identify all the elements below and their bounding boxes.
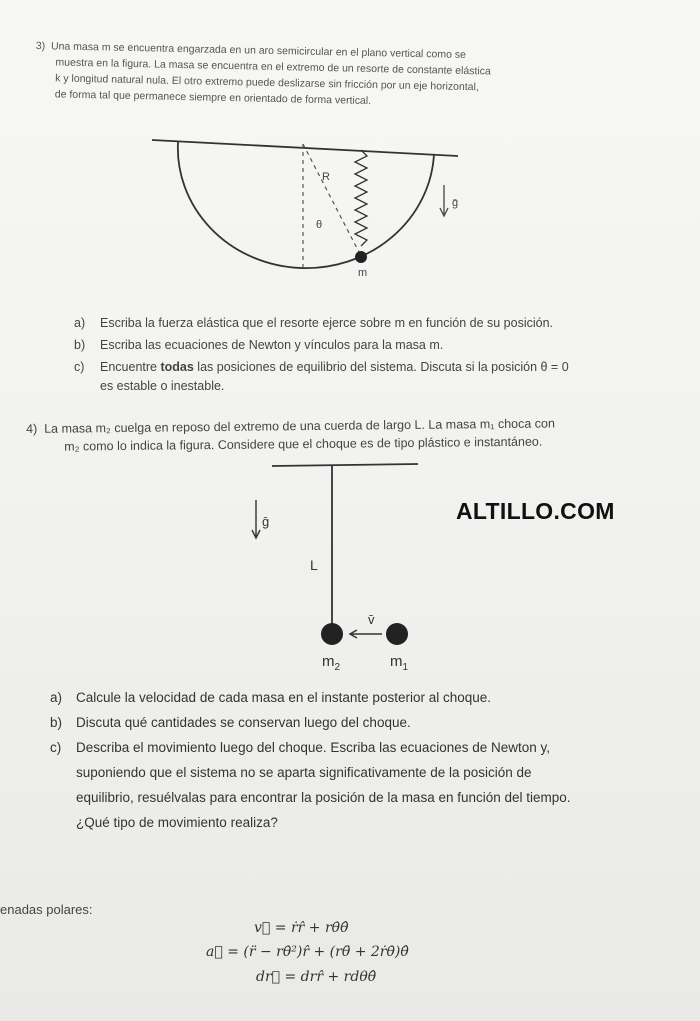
mass-m1-label: $m_1$ <box>390 653 409 673</box>
gravity-label: ḡ <box>452 197 459 209</box>
watermark: ALTILLO.COM <box>456 498 615 524</box>
spring <box>355 150 367 246</box>
problem-4-item-c-line-3: equilibrio, resuélvalas para encontrar la posición de la masa en función del tiempo. <box>76 790 571 805</box>
problem-3-item-b: b) Escriba las ecuaciones de Newton y vínculos para la masa m. <box>74 338 444 352</box>
problem-3-item-c-line-2: es estable o inestable. <box>100 379 225 393</box>
mass-m <box>355 251 367 263</box>
problem-3-line-3: k y longitud natural nula. El otro extremo puede deslizarse sin fricción por un eje horizontal, <box>55 72 479 94</box>
problem-4-item-b: b) Discuta qué cantidades se conservan luego del choque. <box>50 715 411 730</box>
mass-m2 <box>321 623 343 645</box>
radius-dashed-line <box>303 144 361 256</box>
problem-3-line-4: de forma tal que permanece siempre en orientado de forma vertical. <box>54 88 372 108</box>
radius-label: R <box>322 171 330 183</box>
problem-4-item-c-line-4: ¿Qué tipo de movimiento realiza? <box>76 815 278 830</box>
horizontal-axis-line <box>152 140 458 156</box>
problem-4-line-2: m₂ como lo indica la figura. Considere que el choque es de tipo plástico e instantáneo. <box>64 434 543 454</box>
problem-3-item-c: c) Encuentre todas las posiciones de equilibrio del sistema. Discuta si la posición θ = 0 <box>74 360 569 374</box>
velocity-label: v̄ <box>368 612 375 627</box>
displacement-formula: dr⃗ = drr̂ + rdθθ̂ <box>256 969 377 985</box>
problem-3-line-1: Una masa m se encuentra engarzada en un aro semicircular en el plano vertical como se <box>50 40 467 62</box>
problem-3-item-a: a) Escriba la fuerza elástica que el resorte ejerce sobre m en función de su posición. <box>74 316 554 330</box>
polar-coordinates-heading: enadas polares: <box>0 902 93 917</box>
problem-3-statement <box>35 38 636 115</box>
mass-m2-label: $m_2$ <box>322 653 341 673</box>
semicircle-hoop-figure <box>140 130 470 285</box>
ceiling-line <box>272 464 418 466</box>
pendulum-collision-figure <box>240 458 440 678</box>
gravity-label: ḡ <box>262 514 270 529</box>
problem-4-statement <box>26 416 555 454</box>
problem-4-line-1: La masa m₂ cuelga en reposo del extremo de una cuerda de largo L. La masa m₁ choca con <box>44 416 555 436</box>
problem-4-item-c-line-2: suponiendo que el sistema no se aparta significativamente de la posición de <box>76 765 532 780</box>
semicircle-hoop <box>178 142 434 268</box>
problem-3-number: 3) <box>35 39 46 53</box>
problem-4-item-a: a) Calcule la velocidad de cada masa en el instante posterior al choque. <box>50 690 492 705</box>
problem-4-number: 4) <box>26 421 38 436</box>
problem-3-line-2: muestra en la figura. La masa se encuentra en el extremo de un resorte de constante elástica <box>55 56 491 78</box>
mass-m1 <box>386 623 408 645</box>
angle-label: θ <box>316 219 323 231</box>
acceleration-formula: a⃗ = (r̈ − rθ̇²)r̂ + (rθ̈ + 2ṙθ̇)θ̂ <box>206 944 409 960</box>
mass-m-label: m <box>358 267 368 279</box>
length-label: L <box>310 557 318 573</box>
problem-4-item-c: c) Describa el movimiento luego del choque. Escriba las ecuaciones de Newton y, <box>50 740 551 755</box>
velocity-formula: v⃗ = ṙr̂ + rθ̇θ̂ <box>254 920 349 936</box>
